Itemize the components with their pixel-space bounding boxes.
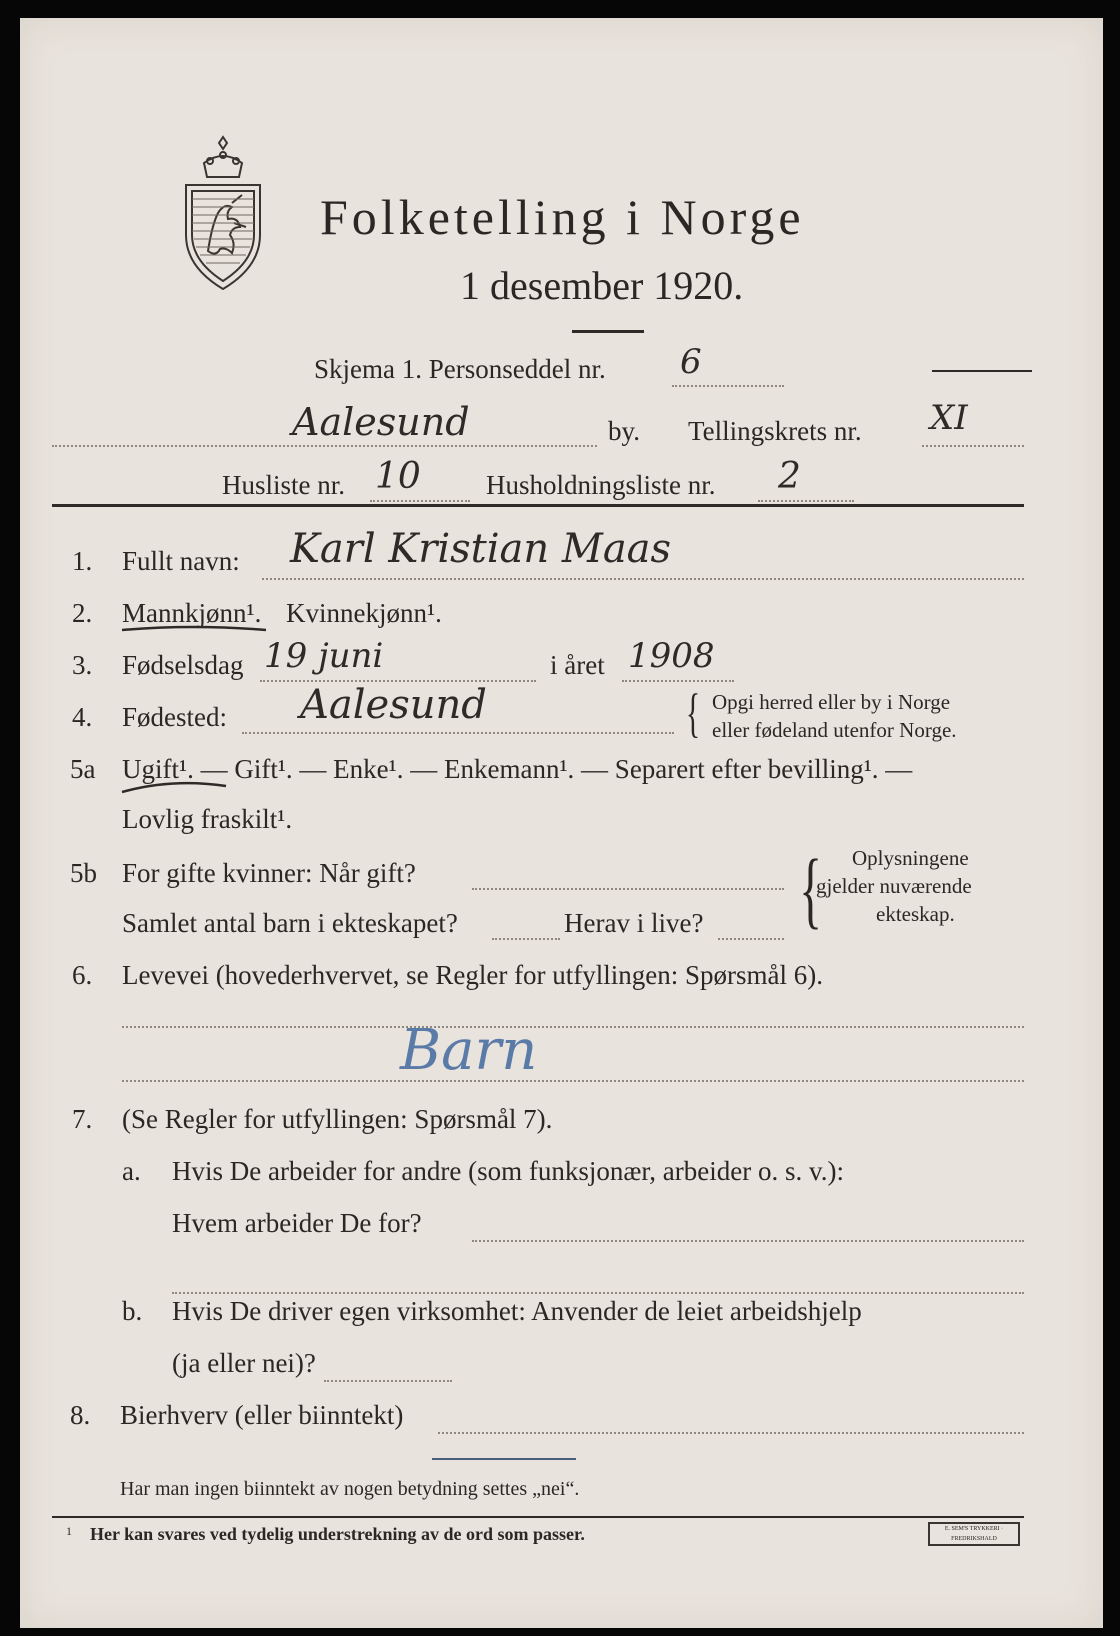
q6-number: 6. bbox=[72, 960, 93, 990]
form-title: Folketelling i Norge bbox=[320, 189, 805, 245]
employer-label: Hvem arbeider De for? bbox=[172, 1208, 422, 1238]
birthplace-value: Aalesund bbox=[300, 682, 487, 728]
q3-number: 3. bbox=[72, 650, 93, 680]
birth-year-line bbox=[622, 680, 734, 682]
birthday-label: Fødselsdag bbox=[122, 650, 244, 680]
male-option: Mannkjønn¹. bbox=[122, 598, 262, 628]
q4-number: 4. bbox=[72, 702, 93, 732]
occupation-line-1 bbox=[122, 1026, 1024, 1028]
marriage-note-line1: Oplysningene bbox=[852, 846, 969, 870]
husholdningsliste-line bbox=[758, 500, 854, 502]
census-date: 1 desember 1920. bbox=[460, 263, 744, 308]
q7a-question: Hvis De arbeider for andre (som funksjonær, arbeider o. s. v.): bbox=[172, 1156, 844, 1186]
children-alive-label: Herav i live? bbox=[564, 908, 704, 938]
margin-mark bbox=[932, 370, 1032, 372]
q1-label: Fullt navn: bbox=[122, 546, 240, 576]
birthday-value: 19 juni bbox=[264, 636, 384, 676]
female-option: Kvinnekjønn¹. bbox=[286, 598, 442, 628]
full-name-line bbox=[262, 578, 1024, 580]
marital-status-options: Ugift¹. — Gift¹. — Enke¹. — Enkemann¹. — Separert efter bevilling¹. — bbox=[122, 754, 913, 784]
birthplace-line bbox=[242, 732, 674, 734]
marriage-note-line2: gjelder nuværende bbox=[816, 874, 972, 898]
unmarried-underline-mark bbox=[120, 776, 230, 798]
q7b-letter: b. bbox=[122, 1296, 143, 1326]
q7a-letter: a. bbox=[122, 1156, 141, 1186]
husholdningsliste-number: 2 bbox=[778, 456, 801, 497]
city-line bbox=[52, 445, 597, 447]
marriage-note-brace: { bbox=[799, 841, 822, 937]
skjema-label: Skjema 1. Personseddel nr. bbox=[314, 354, 606, 384]
q7b-question: Hvis De driver egen virksomhet: Anvender de leiet arbeidshjelp bbox=[172, 1296, 862, 1326]
footer-divider bbox=[52, 1516, 1024, 1518]
norwegian-coat-of-arms-icon bbox=[178, 133, 268, 293]
q1-number: 1. bbox=[72, 546, 93, 576]
q7-number: 7. bbox=[72, 1104, 93, 1134]
tellingskrets-number: XI bbox=[930, 398, 968, 438]
footnote-marker: 1 bbox=[66, 1524, 72, 1538]
tellingskrets-label: Tellingskrets nr. bbox=[688, 416, 862, 446]
city-suffix: by. bbox=[608, 416, 640, 446]
married-date-line bbox=[472, 888, 784, 890]
census-form-sheet bbox=[20, 18, 1103, 1628]
birthplace-note-brace: { bbox=[685, 683, 701, 743]
birthplace-label: Fødested: bbox=[122, 702, 227, 732]
hired-help-label: (ja eller nei)? bbox=[172, 1348, 316, 1378]
birth-year-value: 1908 bbox=[628, 636, 715, 676]
personseddel-number: 6 bbox=[680, 342, 702, 382]
q2-number: 2. bbox=[72, 598, 93, 628]
occupation-line-2 bbox=[122, 1080, 1024, 1082]
husliste-line bbox=[370, 500, 470, 502]
personseddel-line bbox=[672, 385, 784, 387]
secondary-income-line bbox=[438, 1432, 1024, 1434]
secondary-income-dash-mark bbox=[432, 1458, 576, 1460]
occupation-label: Levevei (hovederhvervet, se Regler for utfyllingen: Spørsmål 6). bbox=[122, 960, 824, 990]
hired-help-line bbox=[324, 1380, 452, 1382]
birthplace-note-line2: eller fødeland utenfor Norge. bbox=[712, 718, 957, 742]
year-label: i året bbox=[550, 650, 605, 680]
husliste-label: Husliste nr. bbox=[222, 470, 346, 500]
employer-line bbox=[472, 1240, 1024, 1242]
secondary-income-label: Bierhverv (eller biinntekt) bbox=[120, 1400, 404, 1430]
title-divider bbox=[572, 330, 644, 333]
full-name-value: Karl Kristian Maas bbox=[290, 526, 672, 572]
marriage-note-line3: ekteskap. bbox=[876, 902, 955, 926]
header-divider bbox=[52, 504, 1024, 507]
no-income-note: Har man ingen biinntekt av nogen betydning settes „nei“. bbox=[120, 1478, 580, 1500]
birthplace-note-line1: Opgi herred eller by i Norge bbox=[712, 690, 951, 714]
tellingskrets-line bbox=[922, 445, 1024, 447]
occupation-value: Barn bbox=[400, 1018, 538, 1083]
employer-line-2 bbox=[172, 1292, 1024, 1294]
husholdningsliste-label: Husholdningsliste nr. bbox=[486, 470, 716, 500]
q8-number: 8. bbox=[70, 1400, 91, 1430]
q7-label: (Se Regler for utfyllingen: Spørsmål 7). bbox=[122, 1104, 553, 1134]
city-value: Aalesund bbox=[292, 400, 470, 444]
children-total-label: Samlet antal barn i ekteskapet? bbox=[122, 908, 458, 938]
married-women-label: For gifte kvinner: Når gift? bbox=[122, 858, 416, 888]
printer-stamp: E. SEM'S TRYKKERI · FREDRIKSHALD bbox=[928, 1522, 1020, 1546]
footnote-text: Her kan svares ved tydelig understrekning av de ord som passer. bbox=[90, 1524, 585, 1544]
male-underline-mark bbox=[120, 622, 270, 636]
q5a-number: 5a bbox=[70, 754, 96, 784]
q5b-number: 5b bbox=[70, 858, 97, 888]
children-total-line bbox=[492, 938, 560, 940]
children-alive-line bbox=[718, 938, 784, 940]
divorced-option: Lovlig fraskilt¹. bbox=[122, 804, 293, 834]
husliste-number: 10 bbox=[375, 456, 421, 497]
